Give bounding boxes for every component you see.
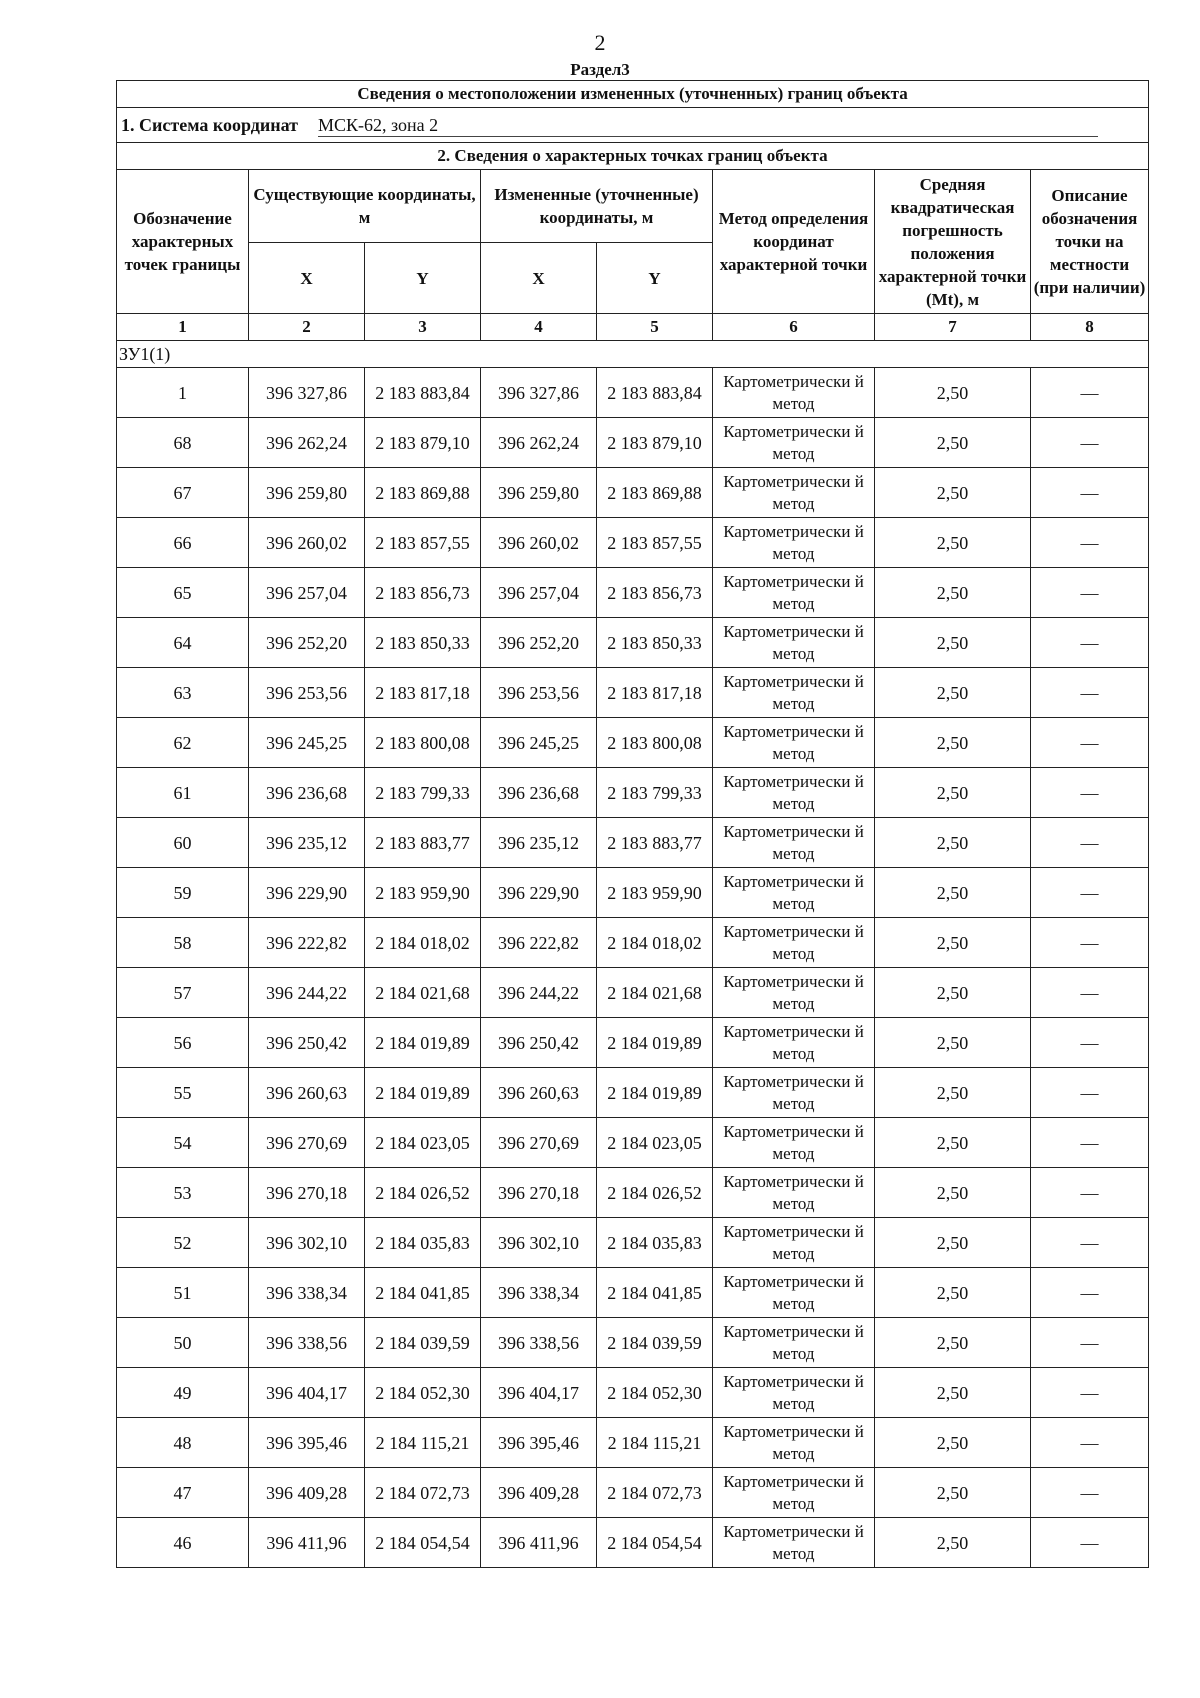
- existing-x-cell: 396 338,34: [249, 1268, 365, 1318]
- description-cell: —: [1031, 918, 1149, 968]
- description-cell: —: [1031, 1068, 1149, 1118]
- existing-x-cell: 396 222,82: [249, 918, 365, 968]
- error-cell: 2,50: [875, 668, 1031, 718]
- table-row: [117, 768, 1149, 818]
- error-cell: 2,50: [875, 768, 1031, 818]
- error-cell: 2,50: [875, 1218, 1031, 1268]
- changed-x-cell: 396 338,34: [481, 1268, 597, 1318]
- error-cell: 2,50: [875, 918, 1031, 968]
- error-cell: 2,50: [875, 518, 1031, 568]
- changed-y-cell: 2 184 021,68: [597, 968, 713, 1018]
- column-number: 4: [481, 314, 597, 341]
- existing-x-cell: 396 260,63: [249, 1068, 365, 1118]
- table-row: [117, 418, 1149, 468]
- point-id-cell: 60: [117, 818, 249, 868]
- table-row: [117, 1168, 1149, 1218]
- existing-x-cell: 396 253,56: [249, 668, 365, 718]
- point-id-cell: 51: [117, 1268, 249, 1318]
- point-id-cell: 53: [117, 1168, 249, 1218]
- changed-y-cell: 2 183 883,77: [597, 818, 713, 868]
- existing-x-cell: 396 395,46: [249, 1418, 365, 1468]
- changed-y-cell: 2 183 869,88: [597, 468, 713, 518]
- changed-x-cell: 396 302,10: [481, 1218, 597, 1268]
- table-row: [117, 1468, 1149, 1518]
- description-cell: —: [1031, 1368, 1149, 1418]
- column-number: 6: [713, 314, 875, 341]
- existing-y-cell: 2 184 115,21: [365, 1418, 481, 1468]
- point-id-cell: 68: [117, 418, 249, 468]
- method-cell: Картометрически й метод: [713, 1118, 875, 1168]
- existing-y-cell: 2 183 883,84: [365, 368, 481, 418]
- existing-y-cell: 2 184 052,30: [365, 1368, 481, 1418]
- changed-x-cell: 396 235,12: [481, 818, 597, 868]
- table-row: [117, 368, 1149, 418]
- changed-y-cell: 2 183 879,10: [597, 418, 713, 468]
- col-header-existing-coords: Существующие координаты, м: [249, 170, 481, 243]
- changed-y-cell: 2 183 850,33: [597, 618, 713, 668]
- col-header-x-existing: X: [249, 243, 365, 314]
- point-id-cell: 65: [117, 568, 249, 618]
- changed-x-cell: 396 259,80: [481, 468, 597, 518]
- method-cell: Картометрически й метод: [713, 1018, 875, 1068]
- coord-system-label: 1. Система координат: [121, 114, 298, 135]
- error-cell: 2,50: [875, 818, 1031, 868]
- existing-y-cell: 2 184 019,89: [365, 1068, 481, 1118]
- error-cell: 2,50: [875, 968, 1031, 1018]
- description-cell: —: [1031, 1418, 1149, 1468]
- error-cell: 2,50: [875, 1418, 1031, 1468]
- method-cell: Картометрически й метод: [713, 518, 875, 568]
- table-row: [117, 468, 1149, 518]
- method-cell: Картометрически й метод: [713, 1068, 875, 1118]
- point-id-cell: 64: [117, 618, 249, 668]
- table-row: [117, 868, 1149, 918]
- error-cell: 2,50: [875, 1268, 1031, 1318]
- changed-x-cell: 396 252,20: [481, 618, 597, 668]
- method-cell: Картометрически й метод: [713, 1218, 875, 1268]
- changed-y-cell: 2 184 041,85: [597, 1268, 713, 1318]
- col-header-x-changed: X: [481, 243, 597, 314]
- points-title: 2. Сведения о характерных точках границ объекта: [117, 143, 1149, 170]
- point-id-cell: 47: [117, 1468, 249, 1518]
- point-id-cell: 48: [117, 1418, 249, 1468]
- changed-x-cell: 396 338,56: [481, 1318, 597, 1368]
- changed-y-cell: 2 184 018,02: [597, 918, 713, 968]
- point-id-cell: 1: [117, 368, 249, 418]
- changed-y-cell: 2 183 800,08: [597, 718, 713, 768]
- changed-x-cell: 396 260,02: [481, 518, 597, 568]
- changed-y-cell: 2 184 026,52: [597, 1168, 713, 1218]
- description-cell: —: [1031, 1018, 1149, 1068]
- point-id-cell: 57: [117, 968, 249, 1018]
- error-cell: 2,50: [875, 718, 1031, 768]
- existing-x-cell: 396 259,80: [249, 468, 365, 518]
- description-cell: —: [1031, 868, 1149, 918]
- changed-y-cell: 2 184 019,89: [597, 1018, 713, 1068]
- changed-x-cell: 396 395,46: [481, 1418, 597, 1468]
- description-cell: —: [1031, 568, 1149, 618]
- table-row: [117, 1068, 1149, 1118]
- existing-x-cell: 396 257,04: [249, 568, 365, 618]
- description-cell: —: [1031, 1468, 1149, 1518]
- existing-y-cell: 2 184 018,02: [365, 918, 481, 968]
- table-row: [117, 518, 1149, 568]
- group-label: ЗУ1(1): [117, 341, 1149, 368]
- existing-x-cell: 396 252,20: [249, 618, 365, 668]
- column-number: 5: [597, 314, 713, 341]
- existing-y-cell: 2 183 857,55: [365, 518, 481, 568]
- description-cell: —: [1031, 818, 1149, 868]
- existing-x-cell: 396 250,42: [249, 1018, 365, 1068]
- existing-x-cell: 396 235,12: [249, 818, 365, 868]
- method-cell: Картометрически й метод: [713, 868, 875, 918]
- column-number: 2: [249, 314, 365, 341]
- existing-y-cell: 2 183 799,33: [365, 768, 481, 818]
- description-cell: —: [1031, 1318, 1149, 1368]
- point-id-cell: 50: [117, 1318, 249, 1368]
- point-id-cell: 49: [117, 1368, 249, 1418]
- existing-y-cell: 2 184 019,89: [365, 1018, 481, 1068]
- changed-y-cell: 2 184 054,54: [597, 1518, 713, 1568]
- table-row: [117, 1318, 1149, 1368]
- existing-x-cell: 396 229,90: [249, 868, 365, 918]
- existing-y-cell: 2 184 072,73: [365, 1468, 481, 1518]
- error-cell: 2,50: [875, 1118, 1031, 1168]
- existing-x-cell: 396 262,24: [249, 418, 365, 468]
- changed-x-cell: 396 244,22: [481, 968, 597, 1018]
- description-cell: —: [1031, 668, 1149, 718]
- description-cell: —: [1031, 418, 1149, 468]
- existing-y-cell: 2 183 883,77: [365, 818, 481, 868]
- existing-x-cell: 396 236,68: [249, 768, 365, 818]
- error-cell: 2,50: [875, 618, 1031, 668]
- changed-x-cell: 396 245,25: [481, 718, 597, 768]
- description-cell: —: [1031, 768, 1149, 818]
- changed-y-cell: 2 183 856,73: [597, 568, 713, 618]
- existing-y-cell: 2 184 054,54: [365, 1518, 481, 1568]
- col-header-changed-coords: Измененные (уточненные) координаты, м: [481, 170, 713, 243]
- point-id-cell: 62: [117, 718, 249, 768]
- table-row: [117, 1018, 1149, 1068]
- changed-y-cell: 2 183 883,84: [597, 368, 713, 418]
- column-number: 1: [117, 314, 249, 341]
- changed-y-cell: 2 183 959,90: [597, 868, 713, 918]
- method-cell: Картометрически й метод: [713, 768, 875, 818]
- changed-x-cell: 396 253,56: [481, 668, 597, 718]
- method-cell: Картометрически й метод: [713, 368, 875, 418]
- method-cell: Картометрически й метод: [713, 618, 875, 668]
- method-cell: Картометрически й метод: [713, 418, 875, 468]
- point-id-cell: 59: [117, 868, 249, 918]
- error-cell: 2,50: [875, 1068, 1031, 1118]
- section-title: Раздел3: [570, 60, 630, 79]
- table-row: [117, 918, 1149, 968]
- table-row: [117, 1518, 1149, 1568]
- existing-y-cell: 2 184 026,52: [365, 1168, 481, 1218]
- description-cell: —: [1031, 968, 1149, 1018]
- method-cell: Картометрически й метод: [713, 968, 875, 1018]
- changed-x-cell: 396 257,04: [481, 568, 597, 618]
- method-cell: Картометрически й метод: [713, 1518, 875, 1568]
- changed-x-cell: 396 229,90: [481, 868, 597, 918]
- existing-y-cell: 2 183 959,90: [365, 868, 481, 918]
- method-cell: Картометрически й метод: [713, 1168, 875, 1218]
- point-id-cell: 66: [117, 518, 249, 568]
- existing-x-cell: 396 404,17: [249, 1368, 365, 1418]
- col-header-description: Описание обозначения точки на местности (при наличии): [1031, 170, 1149, 314]
- error-cell: 2,50: [875, 418, 1031, 468]
- point-id-cell: 55: [117, 1068, 249, 1118]
- changed-y-cell: 2 183 799,33: [597, 768, 713, 818]
- changed-y-cell: 2 184 052,30: [597, 1368, 713, 1418]
- description-cell: —: [1031, 1118, 1149, 1168]
- existing-x-cell: 396 270,18: [249, 1168, 365, 1218]
- existing-y-cell: 2 183 856,73: [365, 568, 481, 618]
- description-cell: —: [1031, 1268, 1149, 1318]
- changed-y-cell: 2 183 817,18: [597, 668, 713, 718]
- changed-x-cell: 396 327,86: [481, 368, 597, 418]
- changed-y-cell: 2 184 023,05: [597, 1118, 713, 1168]
- coord-system-row: [117, 108, 1149, 143]
- description-cell: —: [1031, 1218, 1149, 1268]
- existing-y-cell: 2 184 039,59: [365, 1318, 481, 1368]
- point-id-cell: 54: [117, 1118, 249, 1168]
- table-row: [117, 668, 1149, 718]
- column-number: 8: [1031, 314, 1149, 341]
- method-cell: Картометрически й метод: [713, 1318, 875, 1368]
- existing-x-cell: 396 411,96: [249, 1518, 365, 1568]
- table-row: [117, 618, 1149, 668]
- existing-x-cell: 396 302,10: [249, 1218, 365, 1268]
- changed-x-cell: 396 270,18: [481, 1168, 597, 1218]
- point-id-cell: 52: [117, 1218, 249, 1268]
- col-header-point-designation: Обозначение характерных точек границы: [117, 170, 249, 314]
- changed-x-cell: 396 411,96: [481, 1518, 597, 1568]
- table-row: [117, 1268, 1149, 1318]
- changed-y-cell: 2 184 039,59: [597, 1318, 713, 1368]
- table-row: [117, 1118, 1149, 1168]
- existing-y-cell: 2 183 850,33: [365, 618, 481, 668]
- error-cell: 2,50: [875, 1368, 1031, 1418]
- error-cell: 2,50: [875, 1318, 1031, 1368]
- coord-system-value: МСК-62, зона 2: [318, 114, 1098, 137]
- existing-y-cell: 2 183 800,08: [365, 718, 481, 768]
- point-id-cell: 58: [117, 918, 249, 968]
- changed-y-cell: 2 184 019,89: [597, 1068, 713, 1118]
- table-row: [117, 718, 1149, 768]
- changed-x-cell: 396 236,68: [481, 768, 597, 818]
- changed-x-cell: 396 222,82: [481, 918, 597, 968]
- changed-y-cell: 2 184 115,21: [597, 1418, 713, 1468]
- point-id-cell: 63: [117, 668, 249, 718]
- changed-y-cell: 2 184 072,73: [597, 1468, 713, 1518]
- error-cell: 2,50: [875, 468, 1031, 518]
- method-cell: Картометрически й метод: [713, 468, 875, 518]
- col-header-method: Метод определения координат характерной точки: [713, 170, 875, 314]
- error-cell: 2,50: [875, 1018, 1031, 1068]
- method-cell: Картометрически й метод: [713, 718, 875, 768]
- point-id-cell: 67: [117, 468, 249, 518]
- existing-y-cell: 2 184 035,83: [365, 1218, 481, 1268]
- col-header-y-changed: Y: [597, 243, 713, 314]
- point-id-cell: 46: [117, 1518, 249, 1568]
- description-cell: —: [1031, 1168, 1149, 1218]
- description-cell: —: [1031, 618, 1149, 668]
- error-cell: 2,50: [875, 868, 1031, 918]
- boundary-points-table: [116, 80, 1149, 1568]
- column-number: 3: [365, 314, 481, 341]
- error-cell: 2,50: [875, 1468, 1031, 1518]
- description-cell: —: [1031, 1518, 1149, 1568]
- col-header-y-existing: Y: [365, 243, 481, 314]
- description-cell: —: [1031, 518, 1149, 568]
- point-id-cell: 56: [117, 1018, 249, 1068]
- table-title: Сведения о местоположении измененных (уточненных) границ объекта: [117, 81, 1149, 108]
- table-row: [117, 1368, 1149, 1418]
- method-cell: Картометрически й метод: [713, 918, 875, 968]
- table-row: [117, 1418, 1149, 1468]
- description-cell: —: [1031, 368, 1149, 418]
- existing-x-cell: 396 260,02: [249, 518, 365, 568]
- table-row: [117, 568, 1149, 618]
- method-cell: Картометрически й метод: [713, 1468, 875, 1518]
- existing-x-cell: 396 245,25: [249, 718, 365, 768]
- method-cell: Картометрически й метод: [713, 568, 875, 618]
- method-cell: Картометрически й метод: [713, 818, 875, 868]
- page-number: 2: [594, 30, 606, 55]
- existing-x-cell: 396 327,86: [249, 368, 365, 418]
- changed-x-cell: 396 260,63: [481, 1068, 597, 1118]
- error-cell: 2,50: [875, 368, 1031, 418]
- changed-x-cell: 396 250,42: [481, 1018, 597, 1068]
- description-cell: —: [1031, 468, 1149, 518]
- existing-y-cell: 2 183 879,10: [365, 418, 481, 468]
- changed-x-cell: 396 404,17: [481, 1368, 597, 1418]
- column-number: 7: [875, 314, 1031, 341]
- error-cell: 2,50: [875, 1168, 1031, 1218]
- existing-x-cell: 396 409,28: [249, 1468, 365, 1518]
- existing-x-cell: 396 270,69: [249, 1118, 365, 1168]
- changed-y-cell: 2 183 857,55: [597, 518, 713, 568]
- existing-x-cell: 396 244,22: [249, 968, 365, 1018]
- error-cell: 2,50: [875, 1518, 1031, 1568]
- description-cell: —: [1031, 718, 1149, 768]
- method-cell: Картометрически й метод: [713, 668, 875, 718]
- table-row: [117, 1218, 1149, 1268]
- col-header-error: Средняя квадратическая погрешность положения характерной точки (Mt), м: [875, 170, 1031, 314]
- existing-y-cell: 2 184 023,05: [365, 1118, 481, 1168]
- existing-x-cell: 396 338,56: [249, 1318, 365, 1368]
- table-row: [117, 818, 1149, 868]
- changed-x-cell: 396 409,28: [481, 1468, 597, 1518]
- table-row: [117, 968, 1149, 1018]
- existing-y-cell: 2 184 021,68: [365, 968, 481, 1018]
- changed-x-cell: 396 262,24: [481, 418, 597, 468]
- method-cell: Картометрически й метод: [713, 1268, 875, 1318]
- method-cell: Картометрически й метод: [713, 1418, 875, 1468]
- changed-y-cell: 2 184 035,83: [597, 1218, 713, 1268]
- existing-y-cell: 2 184 041,85: [365, 1268, 481, 1318]
- existing-y-cell: 2 183 817,18: [365, 668, 481, 718]
- method-cell: Картометрически й метод: [713, 1368, 875, 1418]
- changed-x-cell: 396 270,69: [481, 1118, 597, 1168]
- existing-y-cell: 2 183 869,88: [365, 468, 481, 518]
- error-cell: 2,50: [875, 568, 1031, 618]
- point-id-cell: 61: [117, 768, 249, 818]
